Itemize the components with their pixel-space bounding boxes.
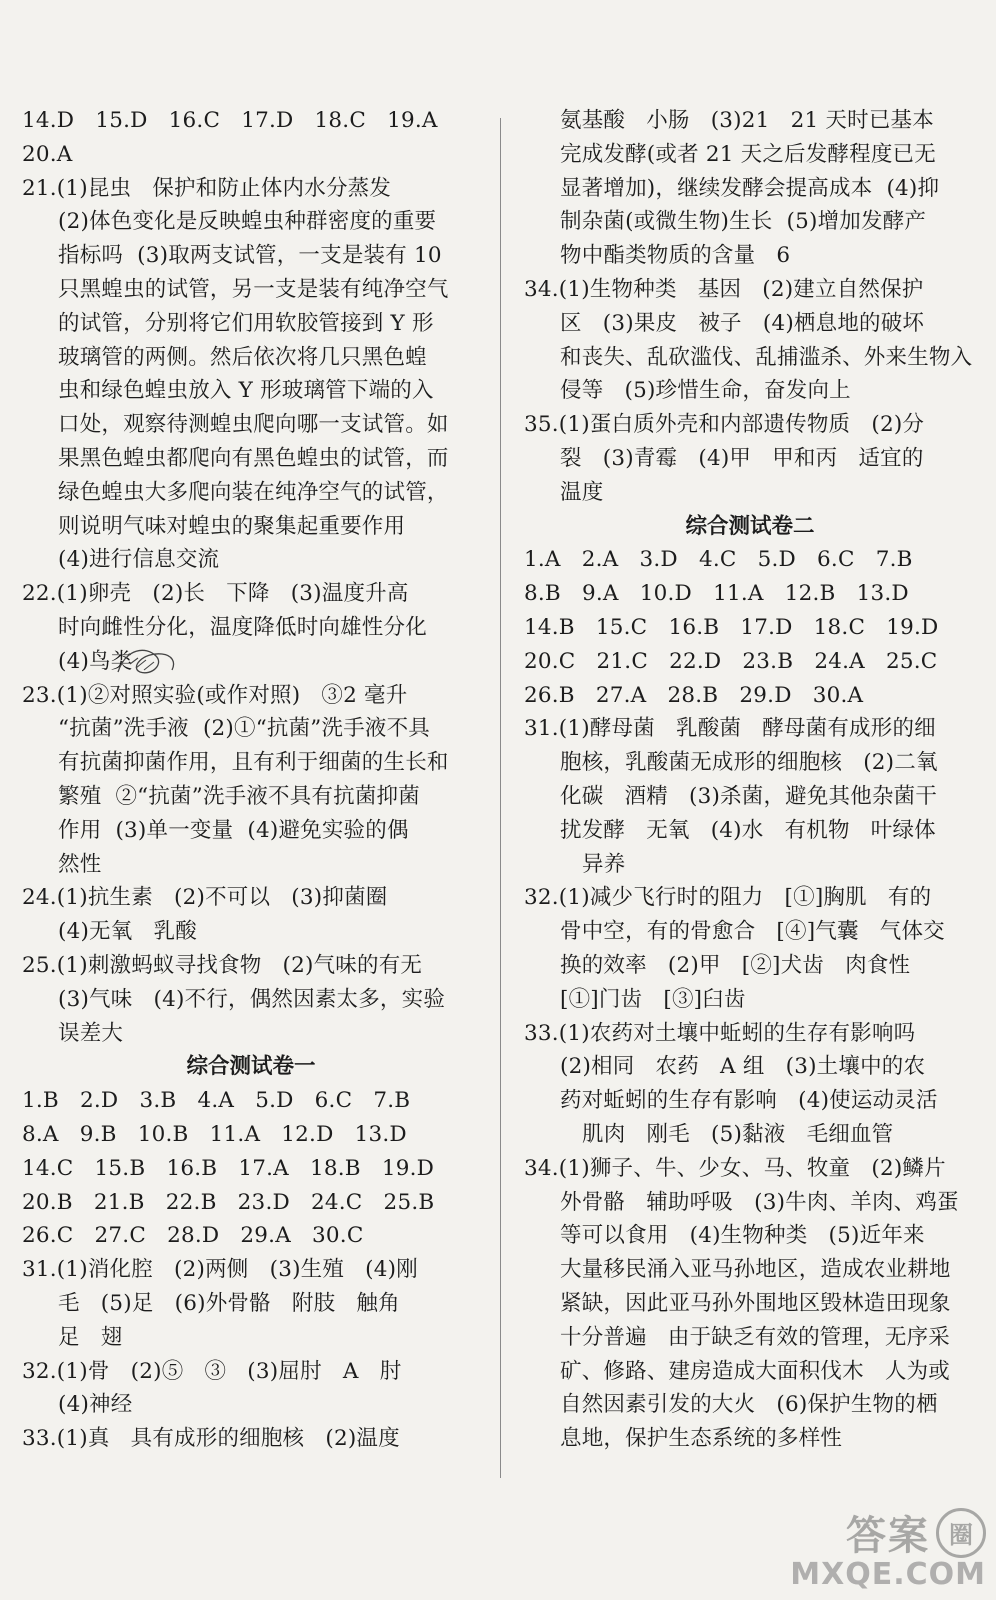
answer-line: 和丧失、乱砍滥伐、乱捕滥杀、外来生物入 xyxy=(560,344,973,370)
answer-line: 氨基酸 小肠 (3)21 21 天时已基本 xyxy=(560,108,934,133)
answer-line: 物中酯类物质的含量 6 xyxy=(560,243,791,269)
answer-line: 外骨骼 辅助呼吸 (3)牛肉、羊肉、鸡蛋 xyxy=(560,1189,959,1215)
answer-line: 则说明气味对蝗虫的聚集起重要作用 xyxy=(58,513,406,539)
answer-line: 33.(1)真 具有成形的细胞核 (2)温度 xyxy=(22,1426,400,1452)
answer-line: 温度 xyxy=(560,479,604,505)
answer-line: 药对蚯蚓的生存有影响 (4)使运动灵活 xyxy=(560,1088,938,1114)
answer-line: 侵等 (5)珍惜生命，奋发向上 xyxy=(560,378,851,404)
answer-line: 20.C 21.C 22.D 23.B 24.A 25.C xyxy=(524,648,938,674)
answer-line: 误差大 xyxy=(58,1020,124,1046)
answer-line: 的试管，分别将它们用软胶管接到 Y 形 xyxy=(58,310,434,336)
answer-line: 24.(1)抗生素 (2)不可以 (3)抑菌圈 xyxy=(22,885,388,911)
answer-line: 8.B 9.A 10.D 11.A 12.B 13.D xyxy=(524,581,909,607)
answer-line: 显著增加)，继续发酵会提高成本 (4)抑 xyxy=(560,175,940,201)
answer-line: 紧缺，因此亚马孙外围地区毁林造田现象 xyxy=(560,1291,951,1316)
answer-line: 胞核，乳酸菌无成形的细胞核 (2)二氧 xyxy=(560,750,938,776)
watermark-text: 答案 xyxy=(846,1513,930,1559)
pen-scribble xyxy=(112,642,182,682)
answer-line: 区 (3)果皮 被子 (4)栖息地的破坏 xyxy=(560,310,925,336)
answer-line: 22.(1)卵壳 (2)长 下降 (3)温度升高 xyxy=(22,581,409,607)
answer-line: 32.(1)骨 (2)⑤ ③ (3)屈肘 A 肘 xyxy=(22,1358,402,1384)
answer-line: 绿色蝗虫大多爬向装在纯净空气的试管， xyxy=(58,479,449,505)
answer-line: 35.(1)蛋白质外壳和内部遗传物质 (2)分 xyxy=(524,412,925,438)
answer-line: 玻璃管的两侧。然后依次将几只黑色蝗 xyxy=(58,344,427,370)
answer-line: 骨中空，有的骨愈合 [④]气囊 气体交 xyxy=(560,919,945,945)
answer-line: 31.(1)消化腔 (2)两侧 (3)生殖 (4)刚 xyxy=(22,1257,418,1283)
answer-line: 完成发酵(或者 21 天之后发酵程度已无 xyxy=(560,141,936,167)
answer-line: “抗菌”洗手液 (2)①“抗菌”洗手液不具 xyxy=(58,716,430,742)
watermark-url: MXQE.COM xyxy=(790,1557,986,1592)
answer-line: 23.(1)②对照实验(或作对照) ③2 毫升 xyxy=(22,682,408,708)
answer-line: 32.(1)减少飞行时的阻力 [①]胸肌 有的 xyxy=(524,885,932,911)
answer-line: 20.B 21.B 22.B 23.D 24.C 25.B xyxy=(22,1189,435,1215)
answer-line: 等可以食用 (4)生物种类 (5)近年来 xyxy=(560,1223,925,1249)
answer-line: 口处，观察待测蝗虫爬向哪一支试管。如 xyxy=(58,412,449,438)
answer-line: (3)气味 (4)不行，偶然因素太多，实验 xyxy=(58,986,446,1012)
answer-line: 14.C 15.B 16.B 17.A 18.B 19.D xyxy=(22,1155,435,1181)
answer-line: 毛 (5)足 (6)外骨骼 附肢 触角 xyxy=(58,1291,400,1316)
answer-line: 十分普遍 由于缺乏有效的管理，无序采 xyxy=(560,1324,951,1350)
answer-line: 制杂菌(或微生物)生长 (5)增加发酵产 xyxy=(560,209,927,235)
answer-line: 扰发酵 无氧 (4)水 有机物 叶绿体 xyxy=(560,817,936,843)
answer-line: 繁殖 ②“抗菌”洗手液不具有抗菌抑菌 xyxy=(58,784,420,809)
site-watermark xyxy=(790,1504,986,1592)
answer-line: 21.(1)昆虫 保护和防止体内水分蒸发 xyxy=(22,175,392,201)
answer-line: 34.(1)狮子、牛、少女、马、牧童 (2)鳞片 xyxy=(524,1155,946,1181)
answer-line: 足 翅 xyxy=(58,1324,123,1350)
answer-line: 虫和绿色蝗虫放入 Y 形玻璃管下端的入 xyxy=(58,378,434,404)
answer-line: 有抗菌抑菌作用，且有利于细菌的生长和 xyxy=(58,750,449,776)
answer-line: (2)体色变化是反映蝗虫种群密度的重要 xyxy=(58,209,437,235)
answer-line: 息地，保护生态系统的多样性 xyxy=(560,1426,843,1452)
answer-line: 自然因素引发的大火 (6)保护生物的栖 xyxy=(560,1392,938,1418)
answer-line: 31.(1)酵母菌 乳酸菌 酵母菌有成形的细 xyxy=(524,716,936,742)
answer-line: (4)无氧 乳酸 xyxy=(58,919,197,945)
answer-line: 20.A xyxy=(22,141,73,167)
answer-line: [①]门齿 [③]臼齿 xyxy=(560,986,746,1012)
answer-line: (4)神经 xyxy=(58,1392,133,1418)
answer-line: 14.D 15.D 16.C 17.D 18.C 19.A xyxy=(22,108,438,133)
answer-line: 33.(1)农药对土壤中蚯蚓的生存有影响吗 xyxy=(524,1020,916,1046)
answer-line: 换的效率 (2)甲 [②]犬齿 肉食性 xyxy=(560,953,911,978)
answer-line: 果黑色蝗虫都爬向有黑色蝗虫的试管，而 xyxy=(58,446,449,471)
answer-line: 裂 (3)青霉 (4)甲 甲和丙 适宜的 xyxy=(560,446,924,471)
answer-line: 34.(1)生物种类 基因 (2)建立自然保护 xyxy=(524,277,924,302)
answer-line: 1.A 2.A 3.D 4.C 5.D 6.C 7.B xyxy=(524,547,913,573)
answer-line: 只黑蝗虫的试管，另一支是装有纯净空气 xyxy=(58,277,449,302)
answer-line: 矿、修路、建房造成大面积伐木 人为或 xyxy=(560,1358,951,1384)
answer-line: 26.B 27.A 28.B 29.D 30.A xyxy=(524,682,864,708)
answer-line: 然性 xyxy=(58,851,102,877)
column-divider xyxy=(500,118,501,1478)
answer-line: 8.A 9.B 10.B 11.A 12.D 13.D xyxy=(22,1122,407,1147)
answer-line: 作用 (3)单一变量 (4)避免实验的偶 xyxy=(58,817,409,843)
section-heading: 综合测试卷一 xyxy=(186,1054,316,1080)
answer-line: 25.(1)刺激蚂蚁寻找食物 (2)气味的有无 xyxy=(22,953,423,978)
answer-line: 化碳 酒精 (3)杀菌，避免其他杂菌干 xyxy=(560,784,938,809)
answer-line: 指标吗 (3)取两支试管，一支是装有 10 xyxy=(58,243,442,269)
answer-line: (4)进行信息交流 xyxy=(58,547,220,573)
section-heading: 综合测试卷二 xyxy=(685,513,815,539)
answer-line: 肌肉 刚毛 (5)黏液 毛细血管 xyxy=(582,1122,894,1147)
answer-line: 时向雌性分化，温度降低时向雄性分化 xyxy=(58,615,427,640)
answer-line: 14.B 15.C 16.B 17.D 18.C 19.D xyxy=(524,615,939,640)
answer-line: 1.B 2.D 3.B 4.A 5.D 6.C 7.B xyxy=(22,1088,411,1114)
answer-line: 异养 xyxy=(582,851,626,877)
answer-line: 大量移民涌入亚马孙地区，造成农业耕地 xyxy=(560,1257,951,1283)
watermark-badge: 圈 xyxy=(936,1508,986,1558)
answer-line: (4)鸟类 xyxy=(58,648,133,674)
answer-line: (2)相同 农药 A 组 (3)土壤中的农 xyxy=(560,1054,926,1080)
answer-line: 26.C 27.C 28.D 29.A 30.C xyxy=(22,1223,364,1249)
